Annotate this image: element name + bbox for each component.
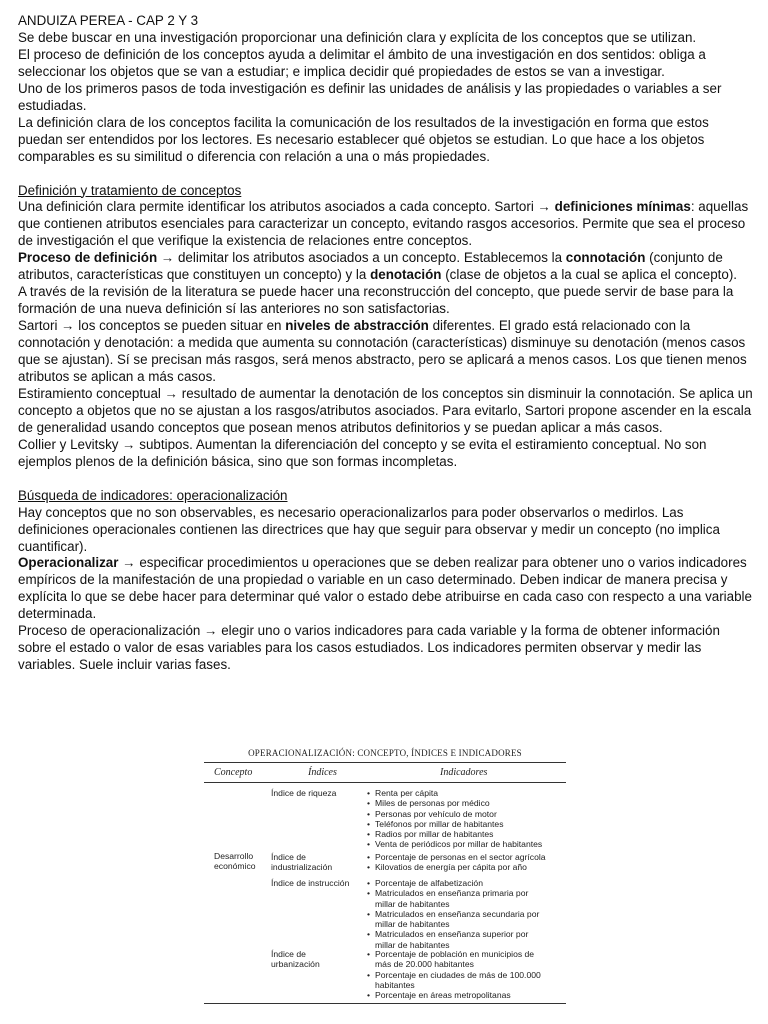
indicator-item: • Porcentaje de personas en el sector agrícola (367, 852, 566, 862)
paragraph: Hay conceptos que no son observables, es necesario operacionalizarlos para poder observarlos o medirlos. Las definiciones operacionales contienen las directrices que hay que seguir para observar y medir un concepto (no implica cuantificar). (18, 504, 720, 554)
paragraph: Sartori → los conceptos se pueden situar en niveles de abstracción diferentes. El grado está relacionado con la connotación y denotación: a medida que aumenta su connotación (características) disminuye su denotación (menos casos que se ajustan). Sí se precisan más rasgos, será menos abstracto, pero se aplicará a menos casos. Los que tienen menos atributos se aplican a más casos. (18, 318, 747, 384)
paragraph: Operacionalizar → especificar procedimientos u operaciones que se deben realizar para obtener uno o varios indicadores empíricos de la manifestación de una propiedad o variable en un caso determinado. Deben indicar de manera precisa y explícita lo que se debe hacer para determinar qué valor o estado debe atribuirse en cada caso con respecto a una variable determinada. (18, 555, 752, 622)
bold-term: niveles de abstracción (285, 318, 429, 334)
bold-term: connotación (565, 250, 646, 266)
paragraph: Uno de los primeros pasos de toda investigación es definir las unidades de análisis y las propiedades o variables a ser estudiadas. (18, 80, 722, 113)
paragraph: Collier y Levitsky → subtipos. Aumentan la diferenciación del concepto y se evita el estiramiento conceptual. No son ejemplos plenos de la definición básica, sino que son formas incompletas. (18, 436, 707, 469)
concept-cell: Desarrollo económico (214, 851, 256, 872)
paragraph: Proceso de operacionalización → elegir uno o varios indicadores para cada variable y la forma de obtener información sobre el estado o valor de esas variables para los casos estudiados. Los indicadores permiten observar y medir las variables. Suele incluir varias fases. (18, 623, 720, 673)
paragraph: Se debe buscar en una investigación proporcionar una definición clara y explícita de los conceptos que se utilizan. (18, 29, 697, 45)
indicator-list (367, 949, 552, 1000)
paragraph: Estiramiento conceptual → resultado de aumentar la denotación de los conceptos sin disminuir la connotación. Se aplica un concepto a objetos que no se ajustan a los rasgos/atributos asociados. Para evitarlo, Sartori propone ascender en la escala de generalidad usando conceptos que posean menos atributos definitorios y se puedan aplicar a más casos. (18, 385, 753, 435)
index-name: Índice de instrucción (271, 878, 350, 888)
table-top-rule (204, 762, 566, 763)
bold-term: Proceso de definición (18, 250, 158, 266)
indicator-item: • Matriculados en enseñanza superior por millar de habitantes (367, 929, 547, 950)
paragraph: A través de la revisión de la literatura se puede hacer una reconstrucción del concepto, que puede servir de base para la formación de una nueva definición sí las anteriores no son satisfactorias. (18, 284, 734, 317)
indicator-item: • Porcentaje de alfabetización (367, 878, 547, 888)
paragraph: El proceso de definición de los conceptos ayuda a delimitar el ámbito de una investigación en dos sentidos: obliga a seleccionar los objetos que se van a estudiar; e implica decidir qué propiedades de estos se van a investigar. (18, 46, 706, 79)
bold-term: Operacionalizar (18, 555, 119, 571)
table-header-rule (204, 782, 566, 783)
indicator-item: • Porcentaje de población en municipios de más de 20.000 habitantes (367, 949, 552, 970)
indicator-list (367, 788, 566, 850)
indicator-item: • Teléfonos por millar de habitantes (367, 819, 566, 829)
figure-title: OPERACIONALIZACIÓN: CONCEPTO, ÍNDICES E INDICADORES (248, 748, 522, 758)
bold-term: denotación (370, 267, 442, 283)
indicator-item: • Kilovatios de energía per cápita por año (367, 862, 566, 872)
paragraph: La definición clara de los conceptos facilita la comunicación de los resultados de la investigación en forma que estos puedan ser entendidos por los lectores. Es necesario establecer qué objetos se estudian. Lo que hace a los objetos comparables es su similitud o diferencia con relación a una o más propiedades. (18, 114, 709, 164)
index-name: Índice de riqueza (271, 788, 337, 798)
column-header-concepto: Concepto (214, 767, 253, 778)
indicator-item: • Venta de periódicos por millar de habitantes (367, 839, 566, 849)
indicator-item: • Matriculados en enseñanza secundaria por millar de habitantes (367, 909, 547, 930)
document-title: ANDUIZA PEREA - CAP 2 Y 3 (18, 13, 199, 28)
section-heading-operacionalizacion: Búsqueda de indicadores: operacionalización (18, 487, 288, 503)
paragraph: Proceso de definición → delimitar los atributos asociados a un concepto. Establecemos la connotación (conjunto de atributos, características que constituyen un concepto) y la denotación (clase de objetos a la cual se aplica el concepto). (18, 250, 737, 283)
index-name: Índice de urbanización (271, 949, 320, 970)
indicator-list (367, 878, 547, 950)
indicator-list (367, 852, 566, 873)
paragraph: Una definición clara permite identificar los atributos asociados a cada concepto. Sartori → definiciones mínimas: aquellas que contienen atributos esenciales para caracterizar un concepto, evitando rasgos accesorios. Permite que sea el proceso de investigación el que verifique la existencia de relaciones entre conceptos. (18, 199, 749, 249)
section-heading-definicion: Definición y tratamiento de conceptos (18, 182, 242, 198)
indicator-item: • Personas por vehículo de motor (367, 809, 566, 819)
indicator-item: • Porcentaje en ciudades de más de 100.000 habitantes (367, 970, 552, 991)
indicator-item: • Renta per cápita (367, 788, 566, 798)
index-name: Índice de industrialización (271, 852, 333, 873)
indicator-item: • Miles de personas por médico (367, 798, 566, 808)
indicator-item: • Porcentaje en áreas metropolitanas (367, 990, 552, 1000)
operacionalizacion-figure (204, 748, 566, 1007)
bold-term: definiciones mínimas (554, 199, 691, 215)
table-bottom-rule (204, 1003, 566, 1004)
indicator-item: • Radios por millar de habitantes (367, 829, 566, 839)
column-header-indices: Índices (308, 767, 337, 778)
document-body (18, 13, 756, 674)
indicator-item: • Matriculados en enseñanza primaria por millar de habitantes (367, 888, 547, 909)
column-header-indicadores: Indicadores (440, 767, 488, 778)
